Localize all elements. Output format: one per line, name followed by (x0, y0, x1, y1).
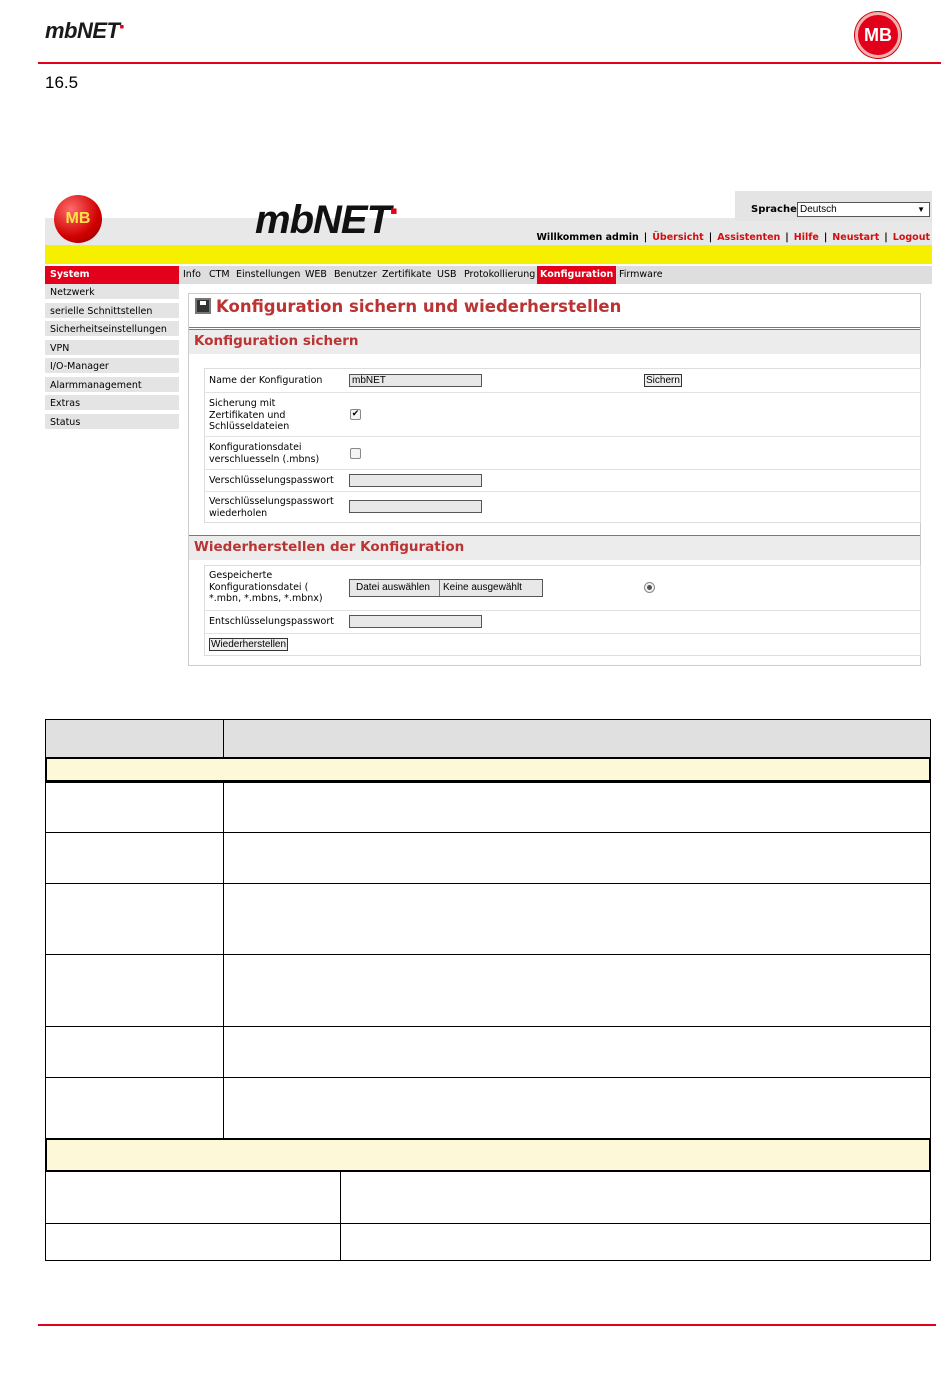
table-cell (223, 883, 931, 955)
form-row-certs (205, 393, 920, 437)
tab-protokollierung[interactable]: Protokollierung (464, 269, 536, 280)
password-repeat-label: Verschlüsselungspasswort wiederholen (209, 496, 334, 519)
no-file-text: Keine ausgewählt (443, 582, 522, 593)
table-cell (223, 954, 931, 1027)
link-uebersicht[interactable]: Übersicht (652, 232, 704, 243)
file-radio[interactable] (644, 582, 655, 593)
certs-checkbox[interactable]: ✔ (351, 409, 360, 419)
form-row-encrypt (205, 437, 920, 470)
table-cell (45, 832, 224, 884)
tab-einstellungen[interactable]: Einstellungen (236, 269, 301, 280)
tab-ctm[interactable]: CTM (209, 269, 230, 280)
language-box (735, 191, 932, 221)
form-row-password-repeat (205, 492, 920, 522)
name-label: Name der Konfiguration (209, 375, 323, 386)
section-number: 16.5 (45, 73, 79, 92)
welcome-bar: Willkommen admin | Übersicht | Assistenten | Hilfe | Neustart | Logout (536, 232, 930, 243)
table-cell (45, 782, 224, 833)
sidebar-item-status[interactable]: Status (45, 414, 179, 431)
language-label: Sprache (751, 204, 797, 215)
tab-firmware[interactable]: Firmware (619, 269, 663, 280)
sidebar-item-serielle-schnittstellen[interactable]: serielle Schnittstellen (45, 303, 179, 320)
yellow-band (45, 245, 932, 264)
table-cell (45, 1026, 224, 1078)
mb-badge-logo: MB (855, 12, 901, 58)
table-cell (45, 1223, 341, 1261)
restore-button[interactable]: Wiederherstellen (211, 639, 287, 650)
sidebar-item-alarmmanagement[interactable]: Alarmmanagement (45, 377, 179, 394)
language-select[interactable] (797, 202, 930, 217)
encrypt-label: Konfigurationsdatei verschluesseln (.mbns) (209, 442, 320, 465)
table-header-cell (45, 719, 224, 758)
floppy-disk-icon (195, 298, 211, 314)
table-section-band (45, 1138, 931, 1172)
sidebar-item-io-manager[interactable]: I/O-Manager (45, 358, 179, 375)
header-divider (38, 62, 941, 64)
file-picker[interactable] (349, 579, 543, 597)
footer-divider (38, 1324, 936, 1326)
encrypt-checkbox[interactable] (350, 448, 361, 459)
sidebar-item-vpn[interactable]: VPN (45, 340, 179, 357)
link-logout[interactable]: Logout (892, 232, 930, 243)
table-section-band (45, 757, 931, 782)
mb-ball-logo: MB (54, 195, 102, 243)
tab-web[interactable]: WEB (305, 269, 327, 280)
table-cell (223, 1026, 931, 1078)
tab-zertifikate[interactable]: Zertifikate (382, 269, 432, 280)
table-cell (223, 782, 931, 833)
table-header-cell (223, 719, 931, 758)
table-cell (223, 832, 931, 884)
page-title: Konfiguration sichern und wiederherstellen (195, 297, 621, 316)
table-cell (45, 1171, 341, 1224)
form-row-file (205, 566, 920, 611)
password-input[interactable] (349, 474, 482, 487)
save-button[interactable]: Sichern (646, 375, 680, 386)
decrypt-password-input[interactable] (349, 615, 482, 628)
table-cell (45, 883, 224, 955)
sidebar-item-sicherheitseinstellungen[interactable]: Sicherheitseinstellungen (45, 321, 179, 338)
password-label: Verschlüsselungspasswort (209, 475, 334, 486)
section-heading-restore: Wiederherstellen der Konfiguration (189, 535, 920, 560)
content-panel (188, 293, 921, 666)
form-row-restore (205, 634, 920, 655)
form-row-name (205, 369, 920, 393)
document-logo: mbNET▪ (45, 18, 124, 43)
link-neustart[interactable]: Neustart (832, 232, 880, 243)
sidebar-item-extras[interactable]: Extras (45, 395, 179, 412)
language-selected: Deutsch (800, 204, 837, 215)
config-name-input[interactable]: mbNET (349, 374, 482, 387)
password-repeat-input[interactable] (349, 500, 482, 513)
title-divider (189, 327, 920, 328)
dropdown-arrow-icon: ▼ (917, 205, 925, 214)
tab-usb[interactable]: USB (437, 269, 457, 280)
form-row-password (205, 470, 920, 492)
ui-screenshot (45, 190, 932, 666)
backup-form (204, 368, 921, 523)
certs-label: Sicherung mit Zertifikaten und Schlüsseldateien (209, 398, 290, 432)
choose-file-button[interactable]: Datei auswählen (350, 580, 440, 596)
tab-konfiguration[interactable]: Konfiguration (537, 266, 616, 284)
restore-form (204, 565, 921, 656)
sidebar-item-system[interactable]: System (45, 266, 179, 284)
link-hilfe[interactable]: Hilfe (793, 232, 819, 243)
section-heading-backup: Konfiguration sichern (189, 329, 920, 354)
table-cell (340, 1223, 931, 1261)
tab-benutzer[interactable]: Benutzer (334, 269, 377, 280)
table-cell (45, 954, 224, 1027)
table-cell (223, 1077, 931, 1139)
file-label: Gespeicherte Konfigurationsdatei ( *.mbn, *.mbns, *.mbnx) (209, 570, 323, 604)
decrypt-label: Entschlüsselungspasswort (209, 616, 334, 627)
table-cell (340, 1171, 931, 1224)
welcome-text: Willkommen admin (536, 232, 639, 243)
link-assistenten[interactable]: Assistenten (717, 232, 781, 243)
mbnet-logo: mbNET▪ (255, 198, 397, 242)
table-cell (45, 1077, 224, 1139)
tab-info[interactable]: Info (183, 269, 201, 280)
sidebar-item-netzwerk[interactable]: Netzwerk (45, 284, 179, 301)
form-row-decrypt (205, 611, 920, 634)
